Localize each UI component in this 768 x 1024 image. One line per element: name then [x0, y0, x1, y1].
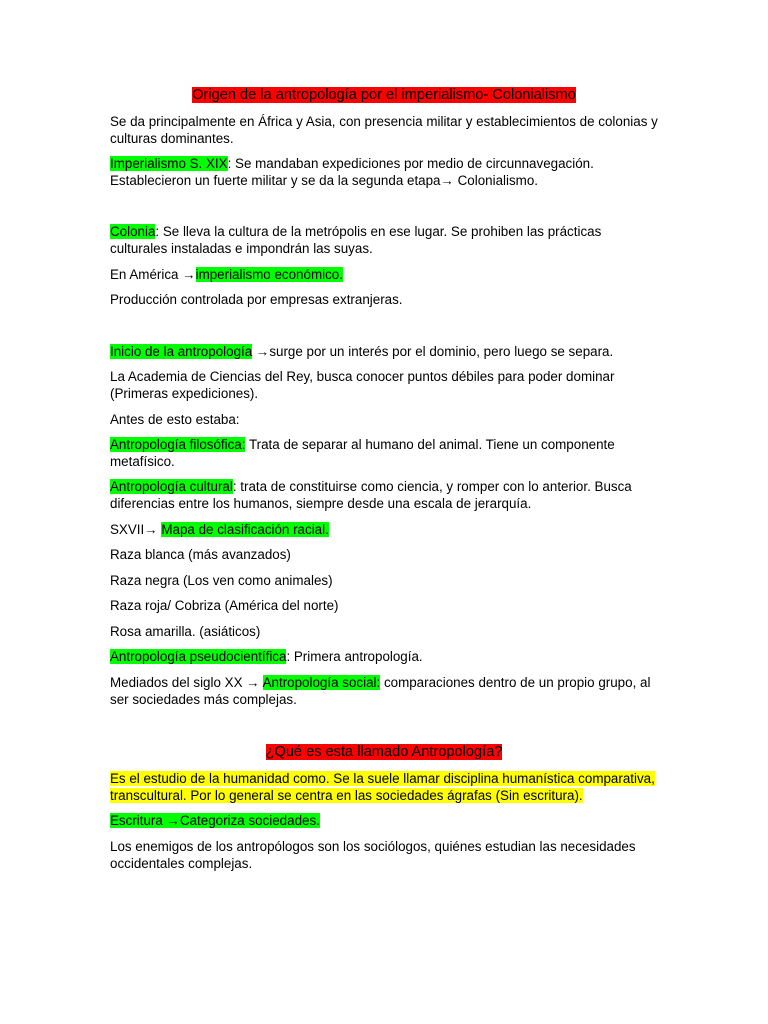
list-item-raza-negra: Raza negra (Los ven como animales): [110, 572, 333, 588]
paragraph-text: : trata de constituirse como ciencia, y romper con lo anterior. Busca diferencias entre los humanos, siempre desde una escala de jerarquía.: [110, 479, 632, 511]
paragraph-academia: La Academia de Ciencias del Rey, busca conocer puntos débiles para poder dominar (Primeras expediciones).: [110, 369, 615, 401]
term-antropologia-cultural: Antropología cultural: [110, 479, 233, 495]
section-title-que-es: [110, 743, 658, 762]
paragraph-text: En América →: [110, 266, 196, 282]
paragraph-text: Trata de separar al humano del animal. Tiene un componente metafísico.: [110, 437, 615, 469]
term-inicio-antropologia: Inicio de la antropología: [110, 343, 253, 359]
term-mapa-clasificacion: Mapa de clasificación racial.: [161, 521, 329, 537]
paragraph-text: Mediados del siglo XX →: [110, 675, 263, 691]
paragraph-sxvii: [110, 522, 658, 539]
paragraph-filosofica: [110, 437, 658, 470]
paragraph-text: : Se mandaban expediciones por medio de circunnavegación. Establecieron un fuerte militar y se da la segunda etapa→ Colonialismo.: [110, 156, 594, 188]
paragraph-text: comparaciones dentro de un propio grupo, al ser sociedades más complejas.: [110, 675, 651, 707]
term-escritura: Escritura →Categoriza sociedades.: [110, 813, 320, 829]
paragraph-produccion: Producción controlada por empresas extranjeras.: [110, 292, 403, 308]
paragraph-imperialismo: [110, 156, 658, 189]
paragraph-text: : Primera antropología.: [286, 649, 423, 665]
paragraph-definicion: [110, 771, 658, 804]
title-highlight: ¿Qué es esta llamado Antropología?: [265, 744, 503, 761]
list-item-rosa-amarilla: Rosa amarilla. (asiáticos): [110, 623, 261, 639]
paragraph-colonia: [110, 224, 658, 257]
list-item-raza-blanca: Raza blanca (más avanzados): [110, 547, 291, 563]
term-antropologia-filosofica: Antropología filosófica:: [110, 437, 246, 453]
document-content: [110, 86, 658, 872]
section-title-origen: [110, 86, 658, 105]
paragraph-escritura: [110, 813, 658, 830]
definition-highlight: Es el estudio de la humanidad como. Se la suele llamar disciplina humanística comparativa, transcultural. Por lo general se centra en las sociedades ágrafas (Sin escritura).: [110, 771, 655, 803]
paragraph-enemigos: Los enemigos de los antropólogos son los sociólogos, quiénes estudian las necesidades occidentales complejas.: [110, 839, 636, 871]
paragraph-text: →surge por un interés por el dominio, pero luego se separa.: [252, 343, 614, 359]
term-imperialismo: Imperialismo S. XIX: [110, 156, 228, 172]
paragraph-inicio: [110, 344, 658, 361]
paragraph-pseudocientifica: [110, 649, 658, 666]
paragraph-siglo-xx: [110, 675, 658, 708]
paragraph-cultural: [110, 479, 658, 512]
paragraph-text: SXVII→: [110, 521, 162, 537]
term-colonia: Colonia: [110, 224, 156, 240]
paragraph-america: [110, 267, 658, 284]
term-antropologia-social: Antropología social:: [262, 675, 381, 691]
paragraph-text: : Se lleva la cultura de la metrópolis en ese lugar. Se prohiben las prácticas culturales instaladas e impondrán las suyas.: [110, 224, 602, 256]
paragraph-intro: Se da principalmente en África y Asia, con presencia militar y establecimientos de colonias y culturas dominantes.: [110, 114, 658, 146]
list-item-raza-roja: Raza roja/ Cobriza (América del norte): [110, 598, 339, 614]
paragraph-antes: Antes de esto estaba:: [110, 411, 240, 427]
term-antropologia-pseudocientifica: Antropología pseudocientífica: [110, 649, 287, 665]
title-highlight: Origen de la antropología por el imperialismo- Colonialismo: [192, 87, 576, 103]
term-imperialismo-economico: imperialismo económico.: [195, 266, 343, 282]
